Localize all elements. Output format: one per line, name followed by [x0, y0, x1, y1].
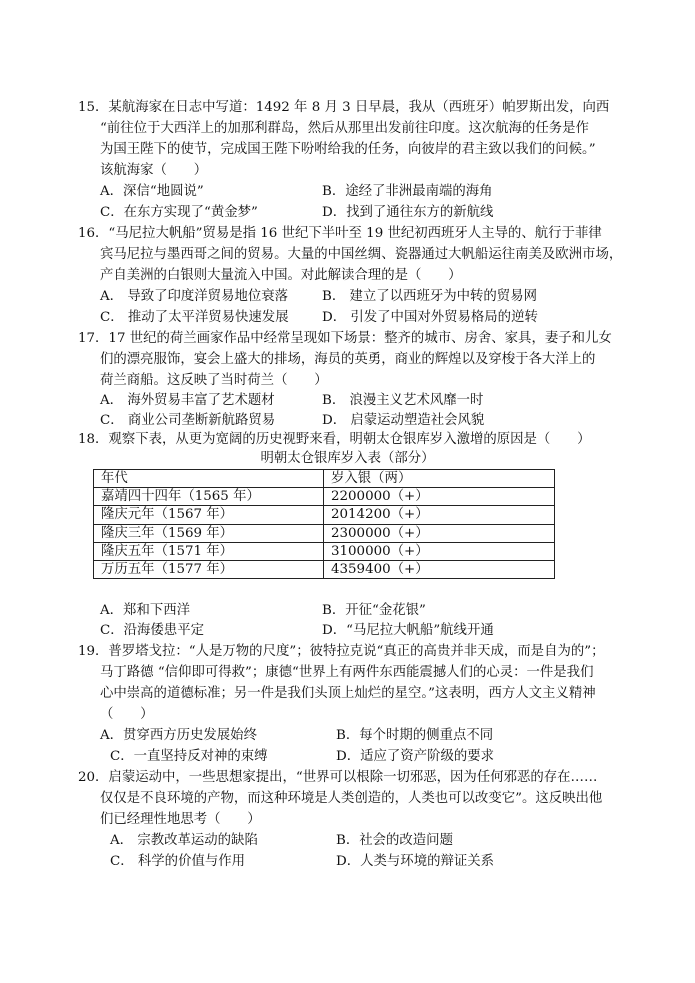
q17-option-c: C． 商业公司垄断新航路贸易	[100, 413, 276, 428]
q20-stem: 20．启蒙运动中，一些思想家提出，“世界可以根除一切邪恶，因为任何邪恶的存在……	[78, 770, 598, 785]
q20-stem-line: 们已经理性地思考（ ）	[100, 812, 261, 827]
table-header-cell: 年代	[94, 470, 324, 488]
revenue-table	[93, 469, 555, 579]
q17-stem-line: 们的漂亮服饰，宴会上盛大的排场，海员的英勇，商业的辉煌以及穿梭于各大洋上的	[100, 352, 596, 367]
table-cell-revenue: 2014200（+）	[324, 506, 555, 524]
q15-option-b: B．途经了非洲最南端的海角	[322, 184, 493, 199]
table-row	[94, 524, 555, 542]
table-row	[94, 506, 555, 524]
table-cell-revenue: 2300000（+）	[324, 524, 555, 542]
q15-stem-line: “前往位于大西洋上的加那利群岛，然后从那里出发前往印度。这次航海的任务是作	[100, 121, 589, 136]
q15-stem-line: 为国王陛下的使节，完成国王陛下吩咐给我的任务，向彼岸的君主致以我们的问候。”	[100, 142, 596, 157]
q15-option-c: C．在东方实现了“黄金梦”	[100, 205, 258, 220]
table-cell-year: 嘉靖四十四年（1565 年）	[94, 488, 324, 506]
table-header-cell: 岁入银（两）	[324, 470, 555, 488]
table-row	[94, 560, 555, 578]
q18-stem: 18．观察下表，从更为宽阔的历史视野来看，明朝太仓银库岁入激增的原因是（ ）	[78, 432, 591, 447]
q20-option-d: D．人类与环境的辩证关系	[336, 854, 495, 869]
table-row	[94, 488, 555, 506]
q19-option-b: B．每个时期的侧重点不同	[336, 728, 494, 743]
q18-option-a: A．郑和下西洋	[100, 603, 191, 618]
table-caption: 明朝太仓银库岁入表（部分）	[260, 451, 435, 466]
q20-option-c: C． 科学的价值与作用	[110, 854, 246, 869]
q16-option-c: C． 推动了太平洋贸易快速发展	[100, 310, 289, 325]
q19-stem-line: 马丁路德 “信仰即可得救”；康德“世界上有两件东西能震撼人们的心灵：一件是我们	[100, 665, 594, 680]
q15-stem-line: 该航海家（ ）	[100, 163, 208, 178]
q20-option-a: A． 宗教改革运动的缺陷	[110, 833, 258, 848]
q16-option-b: B． 建立了以西班牙为中转的贸易网	[322, 289, 537, 304]
q19-option-d: D．适应了资产阶级的要求	[336, 749, 495, 764]
q17-option-a: A． 海外贸易丰富了艺术题材	[100, 393, 275, 408]
q17-stem: 17．17 世纪的荷兰画家作品中经常呈现如下场景：整齐的城市、房舍、家具，妻子和儿女	[78, 331, 612, 346]
table-cell-revenue: 3100000（+）	[324, 542, 555, 560]
table-cell-year: 隆庆五年（1571 年）	[94, 542, 324, 560]
table-row	[94, 542, 555, 560]
q19-option-a: A．贯穿西方历史发展始终	[100, 728, 257, 743]
q18-option-d: D．“马尼拉大帆船”航线开通	[322, 623, 494, 638]
table-header-row	[94, 470, 555, 488]
q19-stem-line: （ ）	[100, 707, 154, 722]
table-cell-revenue: 2200000（+）	[324, 488, 555, 506]
q16-option-a: A． 导致了印度洋贸易地位衰落	[100, 289, 289, 304]
q15-option-d: D．找到了通往东方的新航线	[322, 205, 494, 220]
q16-stem: 16．“马尼拉大帆船”贸易是指 16 世纪下半叶至 19 世纪初西班牙人主导的、航行于菲律	[78, 226, 602, 241]
table-cell-year: 万历五年（1577 年）	[94, 560, 324, 578]
q15-stem: 15．某航海家在日志中写道：1492 年 8 月 3 日早晨，我从（西班牙）帕罗斯出发，向西	[78, 100, 610, 115]
q17-stem-line: 荷兰商船。这反映了当时荷兰（ ）	[100, 373, 328, 388]
q16-option-d: D． 引发了中国对外贸易格局的逆转	[322, 310, 538, 325]
q17-option-d: D． 启蒙运动塑造社会风貌	[322, 413, 485, 428]
q19-option-c: C．一直坚持反对神的束缚	[110, 749, 268, 764]
q16-stem-line: 产自美洲的白银则大量流入中国。对此解读合理的是（ ）	[100, 268, 462, 283]
q18-option-b: B．开征“金花银”	[322, 603, 426, 618]
q19-stem-line: 心中崇高的道德标准；另一件是我们头顶上灿烂的星空。”这表明，西方人文主义精神	[100, 686, 596, 701]
q20-option-b: B．社会的改造问题	[336, 833, 453, 848]
q20-stem-line: 仅仅是不良环境的产物，而这种环境是人类创造的，人类也可以改变它”。这反映出他	[100, 791, 603, 806]
table-cell-year: 隆庆元年（1567 年）	[94, 506, 324, 524]
table-cell-revenue: 4359400（+）	[324, 560, 555, 578]
q19-stem: 19．普罗塔戈拉：“人是万物的尺度”；彼特拉克说“真正的高贵并非天成，而是自为的”；	[78, 644, 605, 659]
q18-option-c: C．沿海倭患平定	[100, 623, 204, 638]
q17-option-b: B． 浪漫主义艺术风靡一时	[322, 393, 484, 408]
table-cell-year: 隆庆三年（1569 年）	[94, 524, 324, 542]
q16-stem-line: 宾马尼拉与墨西哥之间的贸易。大量的中国丝绸、瓷器通过大帆船运往南美及欧洲市场，	[100, 247, 623, 262]
q15-option-a: A．深信“地圆说”	[100, 184, 204, 199]
